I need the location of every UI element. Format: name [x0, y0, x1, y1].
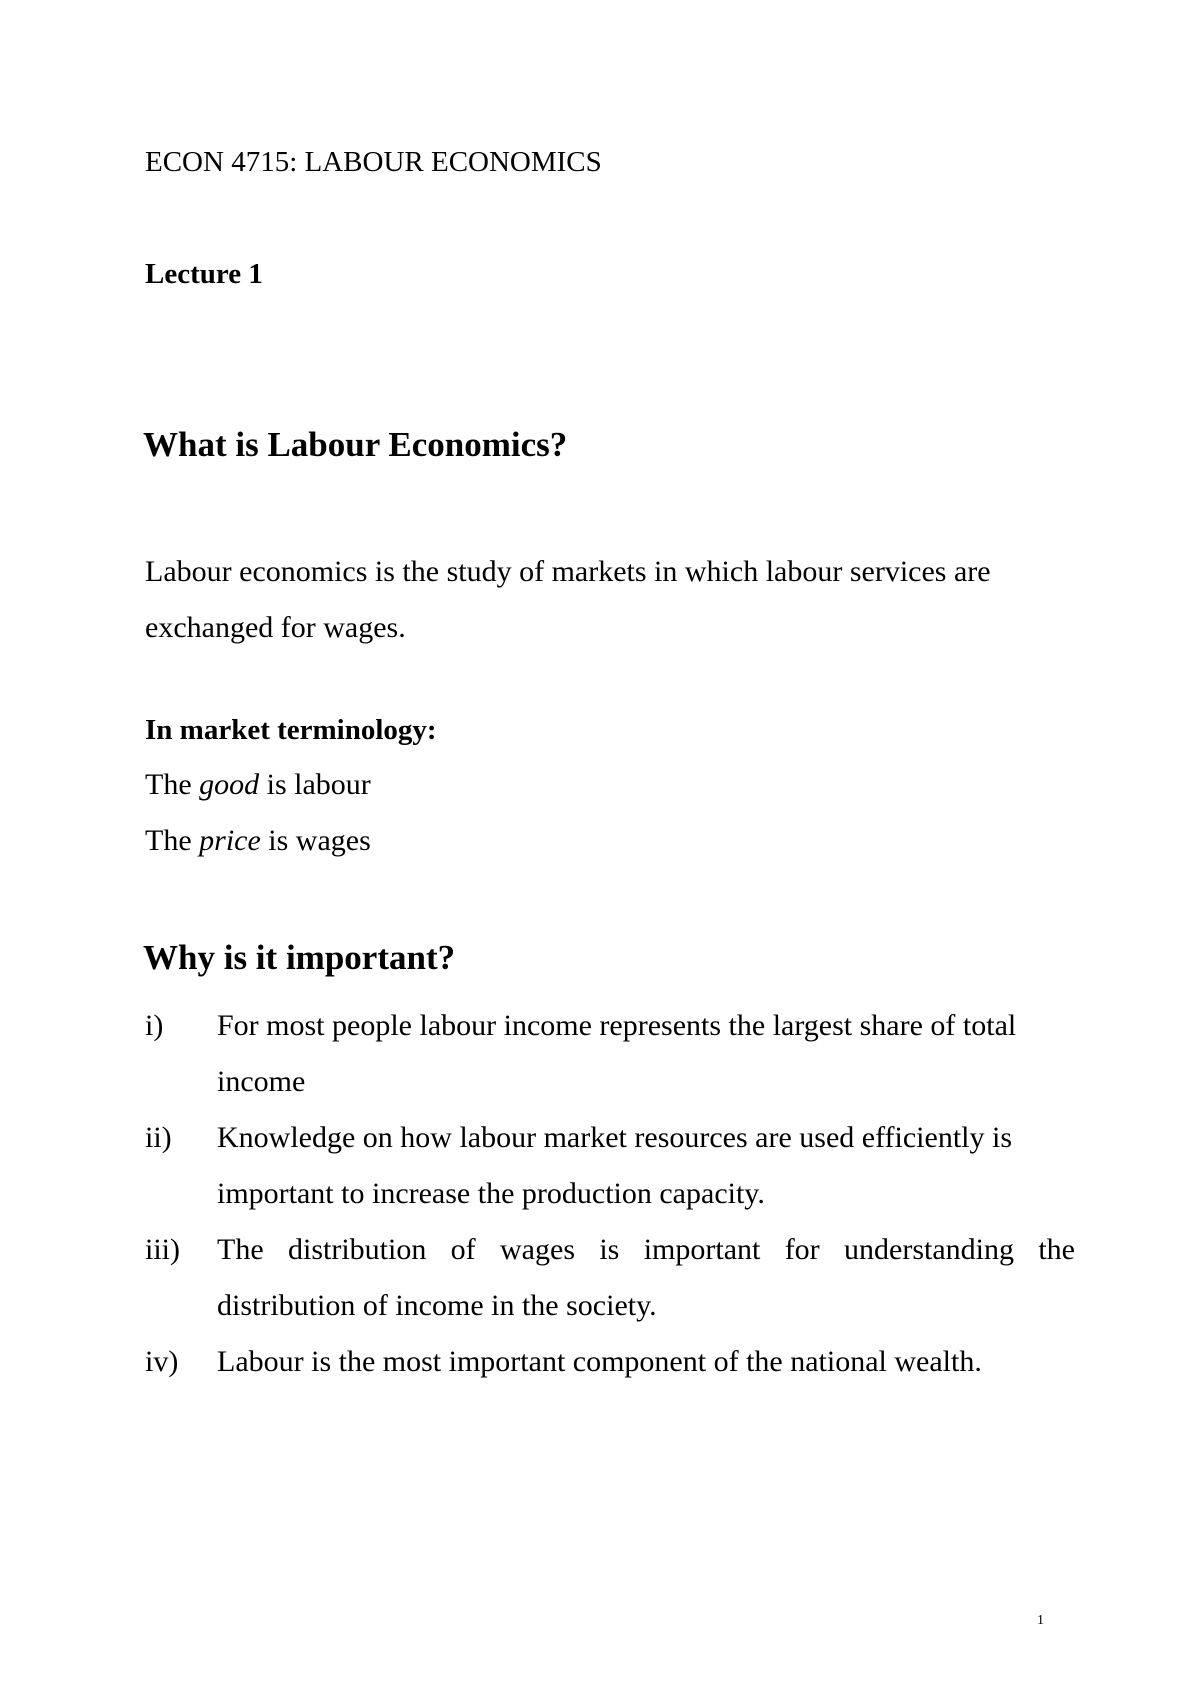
list-item — [145, 998, 1075, 1110]
term-line-price — [145, 824, 371, 858]
definition-paragraph: Labour economics is the study of markets in which labour services are exchanged for wages. — [145, 555, 991, 644]
term-price-prefix: The — [145, 824, 192, 857]
lecture-label: Lecture 1 — [145, 258, 263, 290]
page-number: 1 — [1037, 1613, 1044, 1628]
term-good-prefix: The — [145, 768, 192, 801]
list-item — [145, 1110, 1075, 1222]
term-good-word: good — [199, 768, 260, 801]
term-price-word: price — [199, 824, 261, 857]
list-item-text: The distribution of wages is important for understanding the distribution of income in the society. — [217, 1233, 1075, 1322]
course-title: ECON 4715: LABOUR ECONOMICS — [145, 146, 602, 178]
list-item-text: Labour is the most important component of the national wealth. — [217, 1345, 982, 1378]
section-heading-why: Why is it important? — [143, 938, 456, 977]
list-item-text: Knowledge on how labour market resources are used efficiently is important to increase the production capacity. — [217, 1121, 1013, 1210]
list-marker: iii) — [145, 1233, 180, 1266]
list-marker: ii) — [145, 1121, 172, 1154]
list-marker: iv) — [145, 1345, 179, 1378]
section-heading-what: What is Labour Economics? — [143, 425, 568, 464]
term-good-suffix: is labour — [266, 768, 371, 801]
list-item — [145, 1334, 1075, 1390]
list-marker: i) — [145, 1009, 164, 1042]
term-line-good — [145, 768, 371, 802]
list-item — [145, 1222, 1075, 1334]
terminology-heading: In market terminology: — [145, 714, 437, 746]
list-item-text: For most people labour income represents the largest share of total income — [217, 1009, 1017, 1098]
reasons-list — [145, 998, 1075, 1390]
term-price-suffix: is wages — [268, 824, 371, 857]
